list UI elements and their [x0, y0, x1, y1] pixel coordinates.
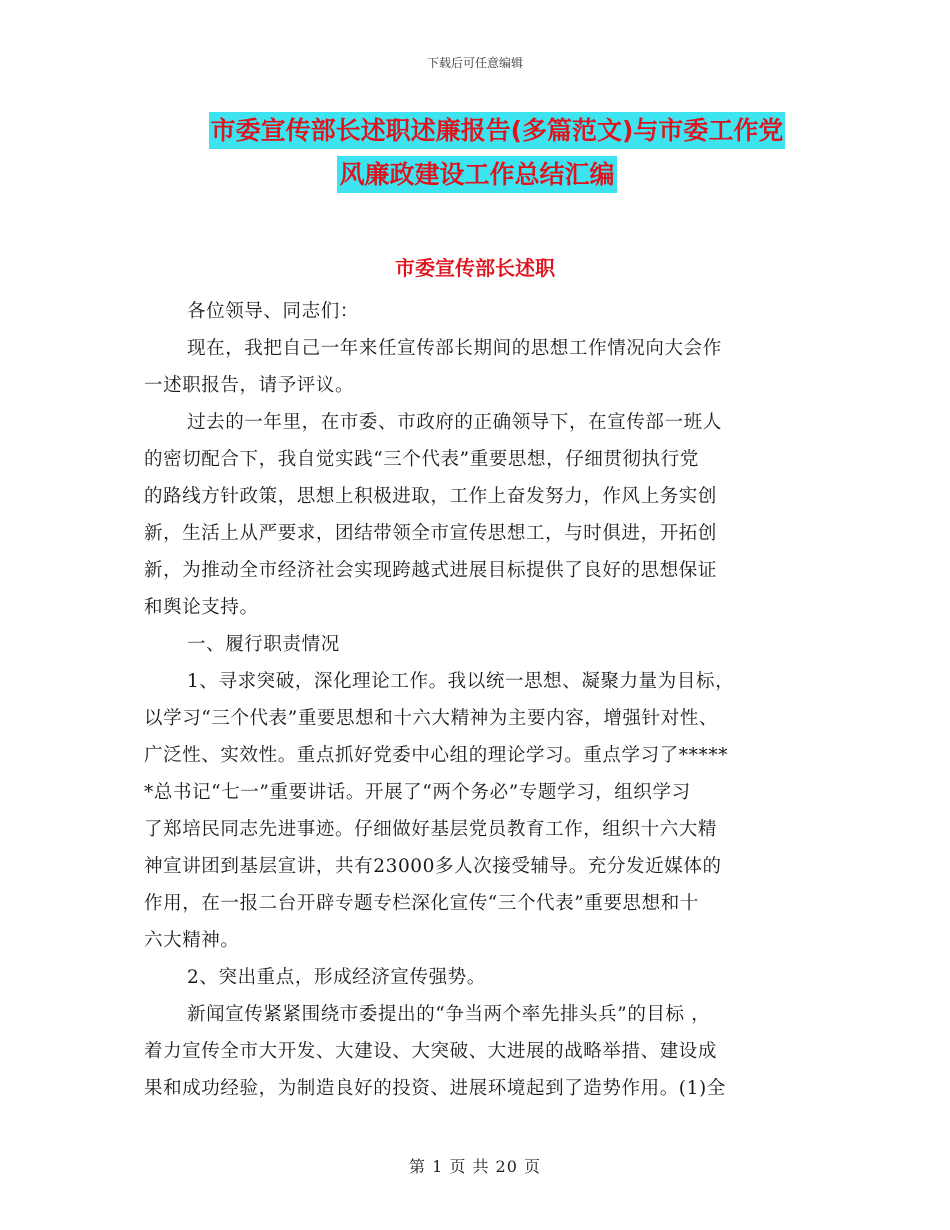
page-header-note: 下载后可任意编辑: [426, 56, 523, 70]
paragraph-line: 新，为推动全市经济社会实现跨越式进展目标提供了良好的思想保证: [144, 560, 718, 581]
section-title: 市委宣传部长述职: [395, 256, 555, 280]
document-title-line-2: 风廉政建设工作总结汇编: [2, 160, 950, 190]
paragraph-line: 着力宣传全市大开发、大建设、大突破、大进展的战略举措、建设成: [144, 1041, 718, 1062]
paragraph-line: 果和成功经验，为制造良好的投资、进展环境起到了造势作用。(1)全: [144, 1078, 726, 1099]
paragraph-line: 和舆论支持。: [144, 597, 259, 618]
paragraph-line: 广泛性、实效性。重点抓好党委中心组的理论学习。重点学习了*****: [144, 745, 729, 766]
paragraph-line: 一述职报告，请予评议。: [144, 375, 355, 396]
salutation: 各位领导、同志们：: [187, 301, 359, 322]
paragraph-line: 以学习“三个代表”重要思想和十六大精神为主要内容，增强针对性、: [144, 708, 719, 729]
paragraph-line: 1、寻求突破，深化理论工作。我以统一思想、凝聚力量为目标，: [187, 671, 735, 692]
paragraph-line: 过去的一年里，在市委、市政府的正确领导下，在宣传部一班人: [187, 412, 722, 433]
paragraph-line: 现在，我把自己一年来任宣传部长期间的思想工作情况向大会作: [187, 338, 722, 359]
paragraph-line: 神宣讲团到基层宣讲，共有23000多人次接受辅导。充分发近媒体的: [144, 856, 722, 877]
paragraph-line: 新闻宣传紧紧围绕市委提出的“争当两个率先排头兵”的目标 ，: [187, 1004, 711, 1025]
heading-duty-performance: 一、履行职责情况: [187, 634, 340, 655]
paragraph-line: 作用，在一报二台开辟专题专栏深化宣传“三个代表”重要思想和十: [144, 893, 699, 914]
paragraph-line: 六大精神。: [144, 930, 240, 951]
page-number: 第 1 页 共 20 页: [409, 1157, 541, 1176]
heading-economic-publicity: 2、突出重点，形成经济宣传强势。: [187, 967, 486, 988]
paragraph-line: 新，生活上从严要求，团结带领全市宣传思想工，与时俱进，开拓创: [144, 523, 718, 544]
paragraph-line: 的密切配合下，我自觉实践“三个代表”重要思想，仔细贯彻执行党: [144, 449, 699, 470]
paragraph-line: *总书记“七一”重要讲话。开展了“两个务必”专题学习，组织学习: [144, 782, 691, 803]
document-title-line-1: 市委宣传部长述职述廉报告(多篇范文)与市委工作党: [22, 116, 950, 146]
paragraph-line: 了郑培民同志先进事迹。仔细做好基层党员教育工作，组织十六大精: [144, 819, 718, 840]
paragraph-line: 的路线方针政策，思想上积极进取，工作上奋发努力，作风上务实创: [144, 486, 718, 507]
